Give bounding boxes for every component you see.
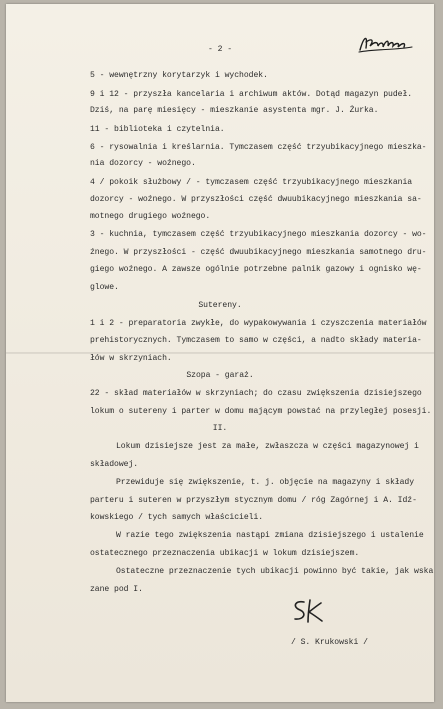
text-line-26: kowskiego / tych samych właścicieli. — [90, 513, 264, 522]
document-page — [6, 4, 434, 702]
handwritten-signature — [289, 597, 329, 625]
text-line-29: Ostateczne przeznaczenie tych ubikacji powinno być takie, jak wska — [116, 567, 434, 576]
text-line-3: Dziś, na parę miesięcy - mieszkanie asystenta mgr. J. Żurka. — [90, 106, 379, 115]
text-line-4: 11 - biblioteka i czytelnia. — [90, 125, 225, 134]
kopia-stamp — [356, 30, 416, 56]
text-line-10: 3 - kuchnia, tymczasem część trzyubikacyjnego mieszkania dozorcy - wo- — [90, 230, 427, 239]
paper-fold — [6, 352, 434, 354]
text-line-1: 5 - wewnętrzny korytarzyk i wychodek. — [90, 71, 268, 80]
text-line-22: Lokum dzisiejsze jest za małe, zwłaszcza w części magazynowej i — [116, 442, 419, 451]
text-line-9: motnego drugiego woźnego. — [90, 212, 211, 221]
text-line-20: lokum o sutereny i parter w domu mającym powstać na przyległej posesji. — [90, 407, 432, 416]
text-line-24: Przewiduje się zwiększenie, t. j. objęcie na magazyny i składy — [116, 478, 415, 487]
text-line-25: parteru i suteren w przyszłym stycznym domu / róg Zagórnej i A. Idź- — [90, 496, 417, 505]
text-line-13: glowe. — [90, 283, 119, 292]
page-number: - 2 - — [207, 45, 233, 54]
heading-sutereny: Sutereny. — [198, 301, 242, 310]
text-line-7: 4 / pokoik służbowy / - tymczasem część trzyubikacyjnego mieszkania — [90, 178, 413, 187]
text-line-19: 22 - skład materiałów w skrzyniach; do czasu zwiększenia dzisiejszego — [90, 389, 422, 398]
heading-section-2: II. — [212, 424, 228, 433]
text-line-6: nia dozorcy - woźnego. — [90, 159, 196, 168]
text-line-5: 6 - rysowalnia i kreślarnia. Tymczasem część trzyubikacyjnego mieszka- — [90, 143, 427, 152]
heading-szopa: Szopa - garaż. — [186, 371, 254, 380]
text-line-11: źnego. W przyszłości - część dwuubikacyjnego mieszkania samotnego dru- — [90, 248, 427, 257]
text-line-30: zane pod I. — [90, 585, 143, 594]
text-line-15: 1 i 2 - preparatoria zwykłe, do wypakowywania i czyszczenia materiałów — [90, 319, 427, 328]
text-line-16: prehistorycznych. Tymczasem to samo w części, a nadto składy materia- — [90, 336, 422, 345]
text-line-28: ostatecznego przeznaczenia ubikacji w lokum dzisiejszem. — [90, 549, 360, 558]
text-line-27: W razie tego zwiększenia nastąpi zmiana dzisiejszego i ustalenie — [116, 531, 424, 540]
text-line-12: giego woźnego. A zawsze ogólnie potrzebne palnik gazowy i ognisko wę- — [90, 265, 422, 274]
text-line-23: składowej. — [90, 460, 139, 469]
text-line-8: dozorcy - woźnego. W przyszłości część dwuubikacyjnego mieszkania sa- — [90, 195, 422, 204]
text-line-2: 9 i 12 - przyszła kancelaria i archiwum aktów. Dotąd magazyn pudeł. — [90, 90, 413, 99]
signature-name: / S. Krukowski / — [291, 638, 368, 647]
text-line-17: łów w skrzyniach. — [90, 354, 172, 363]
